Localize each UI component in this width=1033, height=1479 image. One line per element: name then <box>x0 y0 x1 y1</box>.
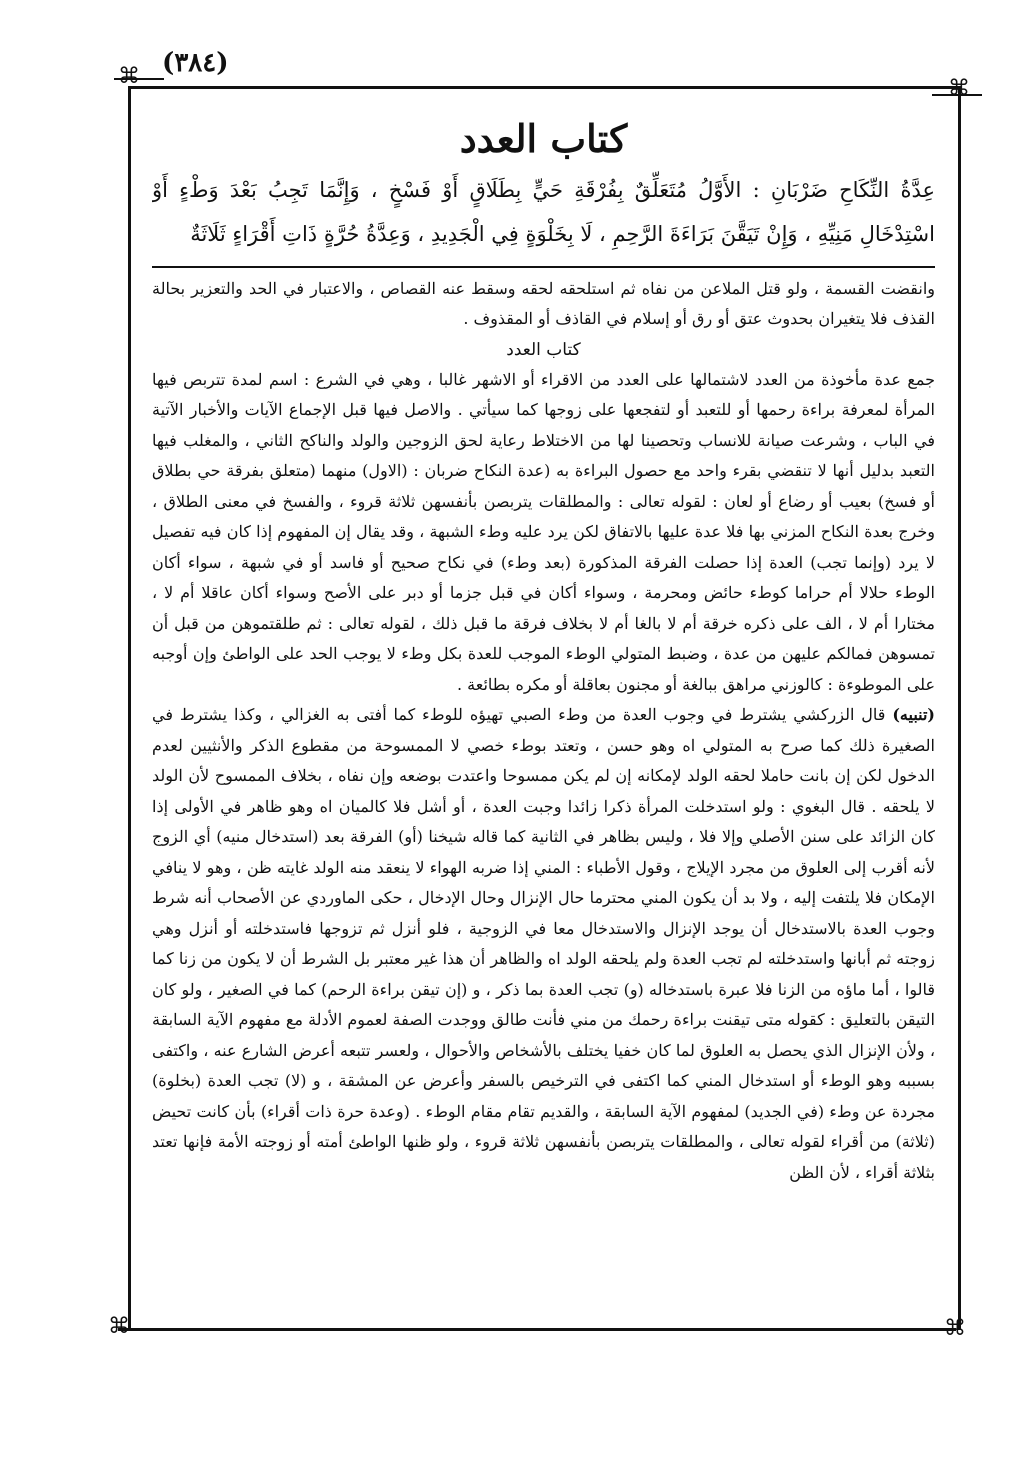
frame-top-line <box>128 86 962 89</box>
corner-ornament-top-left: ⌘ <box>118 64 140 89</box>
sharh-main: جمع عدة مأخوذة من العدد لاشتمالها على العدد من الاقراء أو الاشهر غالبا ، وهي في الشرع : اسم لمدة تتربص فيها المرأة لمعرفة براءة رحمها أو للتعبد أو لتفجعها على زوجها كما سيأتي . والاصل فيها قبل الإجماع الآيات والأخبار الآتية في الباب ، وشرعت صيانة للانساب وتحصينا لها من الاختلاط رعاية لحق الزوجين والولد والناكح الثاني ، والمغلب فيها التعبد بدليل أنها لا تنقضي بقرء واحد مع حصول البراءة به (عدة النكاح ضربان : (الاول) منهما (متعلق بفرقة حي بطلاق أو فسخ) بعيب أو رضاع أو لعان : لقوله تعالى : والمطلقات يتربصن بأنفسهن ثلاثة قروء ، والفسخ في معنى الطلاق ، وخرج بعدة النكاح المزني بها فلا عدة عليها بالاتفاق لكن يرد عليه وطء الشبهة ، وقد يقال إن المفهوم إذا كان فيه تفصيل لا يرد (وإنما تجب) العدة إذا حصلت الفرقة المذكورة (بعد وطء) في نكاح صحيح أو فاسد أو في شبهة ، سواء أكان الوطء حلالا أم حراما كوطء حائض ومحرمة ، وسواء أكان في قبل جزما أو دبر على الأصح وسواء أكان عاقلا أم لا ، مختارا أم لا ، الف على ذكره خرقة أم لا بالغا أم لا بخلاف فرقة ما قبل ذلك ، لقوله تعالى : ثم طلقتموهن من قبل أن تمسوهن فمالكم عليهن من عدة ، وضبط المتولي الوطء الموجب للعدة بكل وطء لا يوجب الحد على الواطئ وإن أوجبه على الموطوءة : كالوزني مراهق ببالغة أو مجنون بعاقلة أو مكره بطائعة . <box>152 369 935 694</box>
frame-right-line <box>958 86 961 1330</box>
sharh-tanbih: قال الزركشي يشترط في وجوب العدة من وطء الصبي تهيؤه للوطء كما أفتى به الغزالي ، وكذا يشترط في الصغيرة ذلك كما صرح به المتولي اه وهو حسن ، وتعتد بوطء خصي لا الممسوحة من مقطوع الذكر والأنثيين لعدم الدخول لكن إن بانت حاملا لحقه الولد لإمكانه إن لم يكن ممسوحا واعتدت بوضعه وإن نفاه ، بخلاف الممسوح لأن الولد لا يلحقه . قال البغوي : ولو استدخلت المرأة ذكرا زائدا وجبت العدة ، أو أشل فلا كالميان اه وهو ظاهر في الأولى إذا كان الزائد على سنن الأصلي وإلا فلا ، وليس بظاهر في الثانية كما قاله شيخنا (أو) الفرقة بعد (استدخال منيه) أي الزوج لأنه أقرب إلى العلوق من مجرد الإيلاج ، وقول الأطباء : المني إذا ضربه الهواء لا ينعقد منه الولد غايته ظن ، وهو لا ينافي الإمكان فلا يلتفت إليه ، ولا بد أن يكون المني محترما حال الإنزال وحال الإدخال ، حكى الماوردي عن الأصحاب أنه شرط وجوب العدة بالاستدخال أن يوجد الإنزال والاستدخال معا في الزوجية ، فلو أنزل ثم تزوجها فاستدخلته أو أنزل وهي زوجته ثم أبانها واستدخلته لم تجب العدة ولم يلحقه الولد اه والظاهر أن هذا غير معتبر بل الشرط أن لا يكون من زنا كما قالوا ، أما ماؤه من الزنا فلا عبرة باستدخاله (و) تجب العدة بما ذكر ، و (إن تيقن براءة الرحم) كما في الصغير ، ولو كان التيقن بالتعليق : كقوله متى تيقنت براءة رحمك من مني فأنت طالق ووجدت الصفة لعموم الأدلة مع مفهوم الآية السابقة ، ولأن الإنزال الذي يحصل به العلوق لما كان خفيا يختلف بالأشخاص والأحوال ، ولعسر تتبعه أعرض الشارع عنه ، واكتفى بسببه وهو الوطء أو استدخال المني كما اكتفى في الترخيص بالسفر وأعرض عن المشقة ، و (لا) تجب العدة (بخلوة) مجردة عن وطء (في الجديد) لمفهوم الآية السابقة ، والقديم تقام مقام الوطء . (وعدة حرة ذات أقراء) بأن كانت تحيض (ثلاثة) من أقراء لقوله تعالى ، والمطلقات يتربصن بأنفسهن ثلاثة قروء ، ولو ظنها الواطئ أمته أو زوجته الأمة فإنها تعتد بثلاثة أقراء ، لأن الظن <box>152 705 935 1182</box>
page-number: (٣٨٤) <box>162 48 229 78</box>
section-heading: كتاب العدد <box>506 339 581 360</box>
frame-left-line <box>128 86 131 1330</box>
corner-ornament-bottom-right: ⌘ <box>944 1316 966 1341</box>
section-divider <box>152 266 935 268</box>
corner-ornament-bottom-left: ⌘ <box>108 1314 130 1339</box>
page-content <box>152 100 935 1329</box>
matn-text: عِدَّةُ النِّكَاحِ ضَرْبَانِ : الأَوَّلُ مُتَعَلِّقٌ بِفُرْقَةِ حَيٍّ بِطَلَاقٍ أَوْ فَسْخٍ ، وَإِنَّمَا تَجِبُ بَعْدَ وَطْءٍ أَوْ اسْتِدْخَالِ مَنِيِّهِ ، وَإِنْ تَيَقَّنَ بَرَاءَةَ الرَّحِمِ ، لَا بِخَلْوَةٍ فِي الْجَدِيدِ ، وَعِدَّةُ حُرَّةٍ ذَاتِ أَقْرَاءٍ ثَلَاثَةٌ <box>152 177 935 246</box>
book-title: كتاب العدد <box>459 116 628 161</box>
corner-ornament-top-right: ⌘ <box>948 76 970 101</box>
sharh-intro: وانقضت القسمة ، ولو قتل الملاعن من نفاه ثم استلحقه لحقه وسقط عنه القصاص ، والاعتبار في الحد والتعزير بحالة القذف فلا يتغيران بحدوث عتق أو رق أو إسلام في القاذف أو المقذوف . <box>152 278 935 329</box>
sharh-tanbih-paragraph <box>152 700 935 1188</box>
tanbih-label: (تنبيه) <box>892 705 935 725</box>
